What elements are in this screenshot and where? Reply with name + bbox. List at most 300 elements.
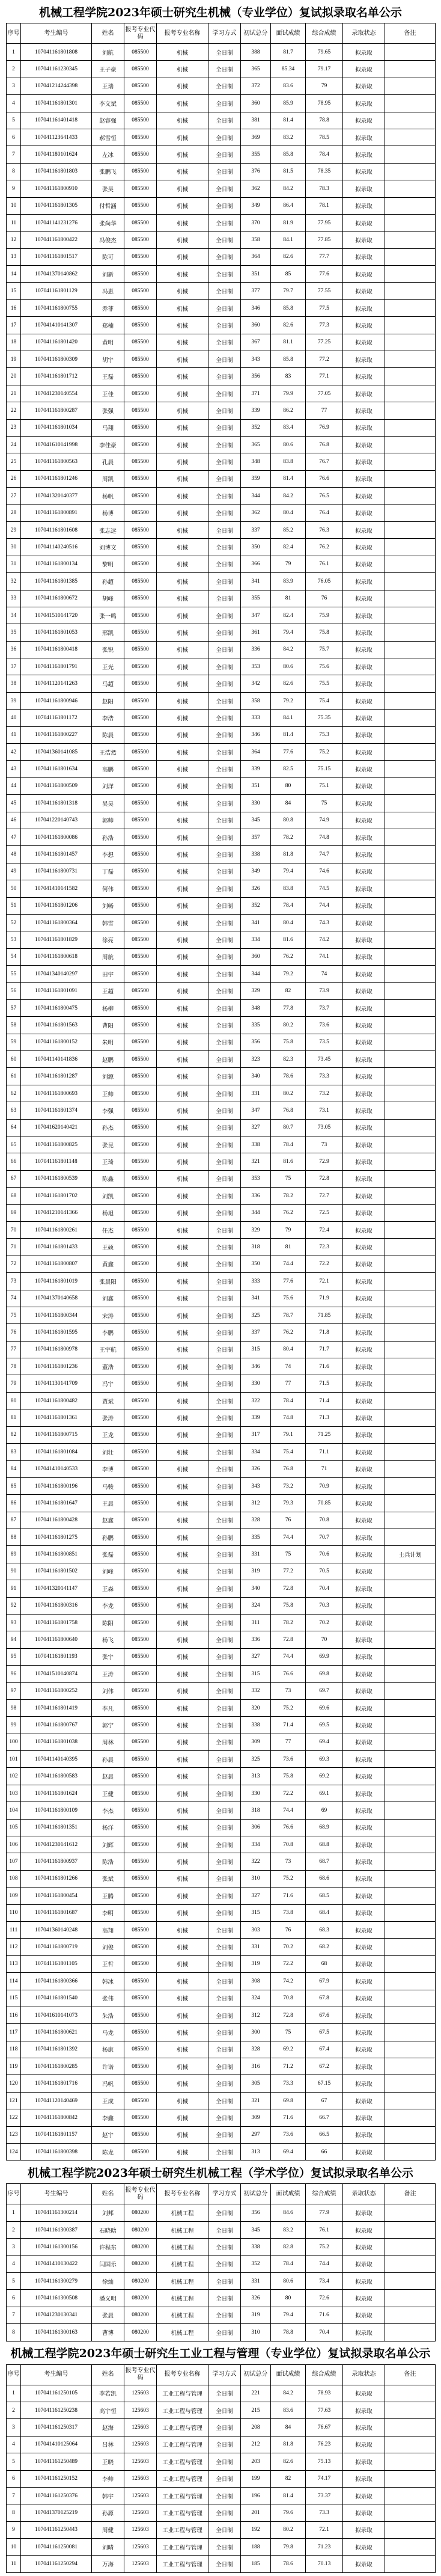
cell-major-name: 工业工程与管理: [157, 2436, 208, 2453]
cell-name: 李浩: [92, 710, 124, 726]
cell-admission-status: 拟录取: [343, 2471, 385, 2488]
cell-interview-score: 80.6: [271, 437, 306, 453]
table-row: [7, 2093, 436, 2109]
cell-study-mode: 全日制: [208, 1888, 241, 1904]
cell-admission-status: 拟录取: [343, 949, 385, 966]
cell-admission-status: 拟录取: [343, 1546, 385, 1563]
table-row: [7, 2556, 436, 2572]
cell-exam-id: 107041161801206: [21, 898, 92, 915]
cell-total-score: 73.3: [306, 2504, 343, 2521]
cell-major-code: 085500: [124, 180, 157, 197]
table-row: [7, 2127, 436, 2144]
table-row: [7, 898, 436, 915]
cell-study-mode: 全日制: [208, 607, 241, 624]
cell-name: 张伟: [92, 1990, 124, 2007]
cell-major-code: 085500: [124, 1871, 157, 1888]
cell-remark: [385, 249, 436, 266]
cell-major-code: 085500: [124, 1666, 157, 1682]
cell-major-name: 机械工程: [157, 2204, 208, 2221]
table-row: [7, 607, 436, 624]
cell-exam-id: 107041230140554: [21, 385, 92, 402]
cell-major-code: 085500: [124, 471, 157, 488]
cell-study-mode: 全日制: [208, 2093, 241, 2109]
cell-major-name: 机械: [157, 1615, 208, 1631]
cell-interview-score: 78.4: [271, 1136, 306, 1153]
cell-interview-score: 76.8: [271, 1461, 306, 1477]
cell-total-score: 76.5: [306, 488, 343, 504]
cell-major-name: 机械: [157, 624, 208, 641]
cell-index: 24: [7, 437, 21, 453]
cell-interview-score: 73.2: [271, 1478, 306, 1495]
cell-total-score: 69.7: [306, 1683, 343, 1700]
cell-major-code: 085500: [124, 778, 157, 795]
table-row: [7, 1751, 436, 1768]
cell-remark: [385, 78, 436, 95]
cell-name: 王森: [92, 1580, 124, 1597]
cell-major-code: 085500: [124, 522, 157, 539]
cell-admission-status: 拟录取: [343, 368, 385, 385]
cell-remark: [385, 2307, 436, 2324]
table-row: [7, 2419, 436, 2436]
cell-admission-status: 拟录取: [343, 1017, 385, 1034]
cell-major-code: 125603: [124, 2556, 157, 2572]
cell-index: 23: [7, 420, 21, 437]
cell-admission-status: 拟录取: [343, 2385, 385, 2402]
cell-interview-score: 79.9: [271, 385, 306, 402]
cell-major-code: 085500: [124, 556, 157, 573]
cell-index: 42: [7, 744, 21, 761]
cell-prelim-score: 330: [241, 1375, 271, 1392]
cell-study-mode: 全日制: [208, 283, 241, 299]
cell-interview-score: 84.2: [271, 488, 306, 504]
cell-major-code: 085500: [124, 1342, 157, 1358]
cell-name: 王龙: [92, 1427, 124, 1444]
cell-prelim-score: 346: [241, 300, 271, 317]
cell-prelim-score: 348: [241, 453, 271, 470]
cell-total-score: 75.2: [306, 2239, 343, 2256]
cell-exam-id: 107041161801712: [21, 368, 92, 385]
cell-study-mode: 全日制: [208, 1853, 241, 1870]
cell-interview-score: 84.2: [271, 180, 306, 197]
cell-index: 122: [7, 2109, 21, 2126]
cell-interview-score: 80.4: [271, 915, 306, 931]
cell-remark: [385, 761, 436, 777]
cell-index: 4: [7, 2436, 21, 2453]
cell-study-mode: 全日制: [208, 180, 241, 197]
cell-admission-status: 拟录取: [343, 2402, 385, 2419]
table-row: [7, 1205, 436, 1222]
cell-major-code: 085500: [124, 129, 157, 146]
cell-name: 马骏: [92, 1478, 124, 1495]
cell-exam-id: 107041161801433: [21, 1239, 92, 1256]
table-row: [7, 915, 436, 931]
cell-interview-score: 78.8: [271, 2324, 306, 2341]
cell-remark: [385, 1512, 436, 1529]
cell-major-code: 085500: [124, 675, 157, 692]
column-header-study-mode: 学习方式: [208, 2184, 241, 2204]
cell-index: 87: [7, 1512, 21, 1529]
cell-interview-score: 71.4: [271, 1717, 306, 1734]
admission-table: [6, 2183, 436, 2341]
cell-major-code: 085500: [124, 795, 157, 812]
cell-total-score: 75.1: [306, 778, 343, 795]
industrial-engineering-management-section: [6, 2341, 435, 2573]
cell-index: 54: [7, 949, 21, 966]
cell-study-mode: 全日制: [208, 898, 241, 915]
cell-prelim-score: 324: [241, 1598, 271, 1615]
cell-name: 石晓晗: [92, 2222, 124, 2239]
header-row: [7, 2184, 436, 2204]
cell-total-score: 78.8: [306, 112, 343, 129]
table-row: [7, 471, 436, 488]
cell-study-mode: 全日制: [208, 1358, 241, 1375]
table-row: [7, 317, 436, 334]
cell-name: 刘源: [92, 1068, 124, 1085]
cell-major-name: 机械: [157, 1222, 208, 1239]
cell-index: 79: [7, 1375, 21, 1392]
cell-major-name: 机械: [157, 710, 208, 726]
cell-total-score: 78.95: [306, 95, 343, 112]
cell-name: 丁磊: [92, 863, 124, 880]
cell-prelim-score: 316: [241, 2058, 271, 2075]
cell-exam-id: 107041161801084: [21, 1444, 92, 1461]
cell-interview-score: 77: [271, 1734, 306, 1751]
cell-admission-status: 拟录取: [343, 1580, 385, 1597]
cell-name: 邢凯: [92, 624, 124, 641]
cell-major-name: 机械: [157, 1734, 208, 1751]
cell-major-name: 机械: [157, 2007, 208, 2024]
cell-prelim-score: 344: [241, 966, 271, 983]
cell-name: 张锐: [92, 642, 124, 658]
cell-name: 孙晨: [92, 1751, 124, 1768]
cell-interview-score: 74.4: [271, 1529, 306, 1546]
cell-interview-score: 79.3: [271, 1495, 306, 1512]
cell-major-name: 机械: [157, 317, 208, 334]
table-row: [7, 95, 436, 112]
cell-major-code: 085500: [124, 1990, 157, 2007]
cell-admission-status: 拟录取: [343, 761, 385, 777]
admission-table: [6, 2364, 436, 2573]
table-row: [7, 351, 436, 368]
cell-interview-score: 79.2: [271, 693, 306, 710]
table-row: [7, 2058, 436, 2075]
cell-study-mode: 全日制: [208, 2075, 241, 2092]
cell-name: 闫国乐: [92, 2256, 124, 2273]
cell-name: 张昆: [92, 1136, 124, 1153]
cell-index: 5: [7, 2453, 21, 2470]
cell-major-code: 125603: [124, 2419, 157, 2436]
cell-exam-id: 107041161800937: [21, 1853, 92, 1870]
cell-major-name: 机械: [157, 300, 208, 317]
cell-study-mode: 全日制: [208, 112, 241, 129]
cell-name: 李强: [92, 1102, 124, 1119]
cell-admission-status: 拟录取: [343, 1768, 385, 1785]
cell-exam-id: 107041161801808: [21, 44, 92, 61]
cell-major-code: 085500: [124, 915, 157, 931]
cell-interview-score: 79.2: [271, 966, 306, 983]
cell-major-code: 085500: [124, 317, 157, 334]
table-row: [7, 1700, 436, 1717]
cell-name: 冯宇: [92, 1375, 124, 1392]
table-row: [7, 778, 436, 795]
cell-major-name: 机械: [157, 1649, 208, 1666]
cell-interview-score: 79.4: [271, 2307, 306, 2324]
cell-major-code: 085500: [124, 1546, 157, 1563]
cell-interview-score: 82.4: [271, 607, 306, 624]
cell-major-name: 机械: [157, 1973, 208, 1990]
cell-prelim-score: 315: [241, 1342, 271, 1358]
cell-remark: [385, 300, 436, 317]
cell-major-name: 机械: [157, 488, 208, 504]
cell-index: 6: [7, 129, 21, 146]
cell-exam-id: 107041161801318: [21, 795, 92, 812]
cell-name: 曹博: [92, 2324, 124, 2341]
cell-major-name: 工业工程与管理: [157, 2488, 208, 2504]
cell-study-mode: 全日制: [208, 829, 241, 846]
cell-major-code: 080200: [124, 2273, 157, 2290]
cell-major-code: 125603: [124, 2504, 157, 2521]
cell-admission-status: 拟录取: [343, 505, 385, 522]
cell-remark: [385, 812, 436, 829]
cell-exam-id: 107041161800563: [21, 453, 92, 470]
cell-remark: [385, 488, 436, 504]
cell-total-score: 70.2: [306, 1615, 343, 1631]
cell-name: 李龙: [92, 1598, 124, 1615]
table-row: [7, 1102, 436, 1119]
cell-major-code: 085500: [124, 1751, 157, 1768]
cell-index: 29: [7, 522, 21, 539]
cell-interview-score: 81.4: [271, 727, 306, 744]
cell-index: 41: [7, 727, 21, 744]
cell-exam-id: 107041161801420: [21, 334, 92, 351]
cell-interview-score: 70.8: [271, 1836, 306, 1853]
cell-remark: [385, 146, 436, 163]
cell-major-name: 机械: [157, 1120, 208, 1136]
cell-total-score: 74.5: [306, 880, 343, 897]
cell-prelim-score: 327: [241, 1649, 271, 1666]
cell-major-code: 085500: [124, 1700, 157, 1717]
cell-interview-score: 83.2: [271, 2222, 306, 2239]
cell-major-name: 机械: [157, 146, 208, 163]
table-row: [7, 488, 436, 504]
cell-admission-status: 拟录取: [343, 1802, 385, 1819]
cell-major-name: 机械: [157, 266, 208, 283]
cell-admission-status: 拟录取: [343, 522, 385, 539]
cell-interview-score: 80: [271, 2290, 306, 2307]
cell-index: 100: [7, 1734, 21, 1751]
cell-name: 王琦: [92, 1153, 124, 1170]
cell-major-name: 机械: [157, 846, 208, 863]
cell-remark: [385, 2556, 436, 2572]
cell-admission-status: 拟录取: [343, 1461, 385, 1477]
cell-remark: [385, 453, 436, 470]
cell-total-score: 69.5: [306, 1717, 343, 1734]
cell-study-mode: 全日制: [208, 795, 241, 812]
cell-interview-score: 81.1: [271, 334, 306, 351]
cell-study-mode: 全日制: [208, 1563, 241, 1580]
cell-major-name: 机械: [157, 590, 208, 607]
cell-study-mode: 全日制: [208, 1580, 241, 1597]
cell-total-score: 73.9: [306, 983, 343, 999]
cell-index: 78: [7, 1358, 21, 1375]
cell-total-score: 67.5: [306, 2024, 343, 2041]
cell-study-mode: 全日制: [208, 1393, 241, 1409]
cell-total-score: 73.3: [306, 1068, 343, 1085]
table-row: [7, 368, 436, 385]
table-row: [7, 420, 436, 437]
cell-index: 88: [7, 1529, 21, 1546]
admission-table: [6, 23, 436, 2160]
cell-exam-id: 107041410140533: [21, 1461, 92, 1477]
cell-major-code: 085500: [124, 1444, 157, 1461]
cell-remark: [385, 2222, 436, 2239]
cell-remark: [385, 880, 436, 897]
cell-name: 冯惠: [92, 283, 124, 299]
cell-prelim-score: 300: [241, 2024, 271, 2041]
cell-prelim-score: 339: [241, 1409, 271, 1426]
cell-total-score: 76.23: [306, 2436, 343, 2453]
cell-admission-status: 拟录取: [343, 1853, 385, 1870]
cell-admission-status: 拟录取: [343, 2522, 385, 2539]
cell-exam-id: 107041161801034: [21, 420, 92, 437]
cell-prelim-score: 355: [241, 590, 271, 607]
cell-study-mode: 全日制: [208, 215, 241, 232]
table-row: [7, 164, 436, 180]
cell-major-name: 机械: [157, 1820, 208, 1836]
cell-total-score: 77.7: [306, 249, 343, 266]
cell-total-score: 69: [306, 1802, 343, 1819]
cell-interview-score: 81.4: [271, 112, 306, 129]
cell-total-score: 77.9: [306, 2204, 343, 2221]
cell-index: 117: [7, 2024, 21, 2041]
cell-prelim-score: 356: [241, 2204, 271, 2221]
cell-prelim-score: 341: [241, 915, 271, 931]
cell-admission-status: 拟录取: [343, 1034, 385, 1051]
cell-prelim-score: 320: [241, 1700, 271, 1717]
cell-index: 90: [7, 1563, 21, 1580]
cell-major-name: 机械: [157, 1563, 208, 1580]
cell-study-mode: 全日制: [208, 232, 241, 248]
cell-admission-status: 拟录取: [343, 2024, 385, 2041]
cell-major-code: 085500: [124, 266, 157, 283]
cell-study-mode: 全日制: [208, 1444, 241, 1461]
cell-interview-score: 81.6: [271, 931, 306, 948]
cell-exam-id: 107041161800891: [21, 505, 92, 522]
cell-prelim-score: 212: [241, 2436, 271, 2453]
cell-major-code: 085500: [124, 710, 157, 726]
cell-major-name: 机械: [157, 1068, 208, 1085]
cell-exam-id: 107041161801019: [21, 1273, 92, 1290]
cell-prelim-score: 319: [241, 2307, 271, 2324]
cell-prelim-score: 326: [241, 2290, 271, 2307]
table-row: [7, 1171, 436, 1188]
cell-total-score: 78.5: [306, 129, 343, 146]
cell-exam-id: 107041161800475: [21, 1000, 92, 1017]
cell-interview-score: 75.8: [271, 1598, 306, 1615]
cell-name: 张昊: [92, 180, 124, 197]
cell-major-name: 机械: [157, 898, 208, 915]
cell-major-code: 085500: [124, 1427, 157, 1444]
cell-admission-status: 拟录取: [343, 2307, 385, 2324]
table-row: [7, 2204, 436, 2221]
cell-name: 马超: [92, 675, 124, 692]
cell-interview-score: 81.9: [271, 215, 306, 232]
cell-total-score: 72.5: [306, 1205, 343, 1222]
cell-total-score: 69.9: [306, 1649, 343, 1666]
cell-major-code: 085500: [124, 812, 157, 829]
cell-prelim-score: 341: [241, 573, 271, 590]
cell-major-code: 085500: [124, 1598, 157, 1615]
cell-name: 吕林: [92, 2436, 124, 2453]
cell-exam-id: 107041161801702: [21, 1188, 92, 1204]
table-row: [7, 2144, 436, 2160]
cell-name: 黄明: [92, 334, 124, 351]
table-row: [7, 983, 436, 999]
cell-total-score: 74.6: [306, 863, 343, 880]
cell-interview-score: 81.8: [271, 2436, 306, 2453]
cell-remark: [385, 1205, 436, 1222]
cell-major-name: 机械: [157, 2075, 208, 2092]
cell-name: 刘伟: [92, 1683, 124, 1700]
cell-index: 60: [7, 1051, 21, 1068]
cell-exam-id: 107041161800618: [21, 949, 92, 966]
cell-exam-id: 107041161801634: [21, 761, 92, 777]
cell-index: 47: [7, 829, 21, 846]
cell-interview-score: 72.8: [271, 2007, 306, 2024]
cell-admission-status: 拟录取: [343, 983, 385, 999]
cell-exam-id: 107041161801374: [21, 1102, 92, 1119]
table-row: [7, 880, 436, 897]
cell-total-score: 71.25: [306, 1427, 343, 1444]
cell-index: 104: [7, 1802, 21, 1819]
cell-exam-id: 107041610141073: [21, 2007, 92, 2024]
table-row: [7, 2402, 436, 2419]
cell-index: 84: [7, 1461, 21, 1477]
table-row: [7, 2222, 436, 2239]
cell-index: 65: [7, 1136, 21, 1153]
cell-total-score: 76.4: [306, 505, 343, 522]
table-row: [7, 1853, 436, 1870]
cell-study-mode: 全日制: [208, 1188, 241, 1204]
cell-major-code: 085500: [124, 232, 157, 248]
cell-name: 万海: [92, 2556, 124, 2572]
cell-prelim-score: 372: [241, 78, 271, 95]
cell-name: 王硕: [92, 1239, 124, 1256]
cell-index: 51: [7, 898, 21, 915]
cell-major-name: 机械: [157, 812, 208, 829]
cell-remark: [385, 2024, 436, 2041]
cell-remark: [385, 215, 436, 232]
cell-exam-id: 107041620140421: [21, 1120, 92, 1136]
cell-name: 冯帆: [92, 2075, 124, 2092]
cell-study-mode: 全日制: [208, 2385, 241, 2402]
cell-index: 115: [7, 1990, 21, 2007]
cell-major-name: 机械: [157, 1034, 208, 1051]
cell-major-code: 085500: [124, 1085, 157, 1102]
cell-prelim-score: 325: [241, 1307, 271, 1324]
cell-admission-status: 拟录取: [343, 1631, 385, 1648]
cell-major-code: 080200: [124, 2324, 157, 2341]
cell-study-mode: 全日制: [208, 1785, 241, 1802]
cell-remark: [385, 556, 436, 573]
cell-name: 刘凯: [92, 1188, 124, 1204]
cell-total-score: 78.1: [306, 198, 343, 215]
cell-exam-id: 107041161800366: [21, 1973, 92, 1990]
column-header-prelim-score: 初试总分: [241, 2365, 271, 2385]
cell-interview-score: 73: [271, 1853, 306, 1870]
cell-total-score: 68.6: [306, 1871, 343, 1888]
cell-total-score: 74.1: [306, 949, 343, 966]
